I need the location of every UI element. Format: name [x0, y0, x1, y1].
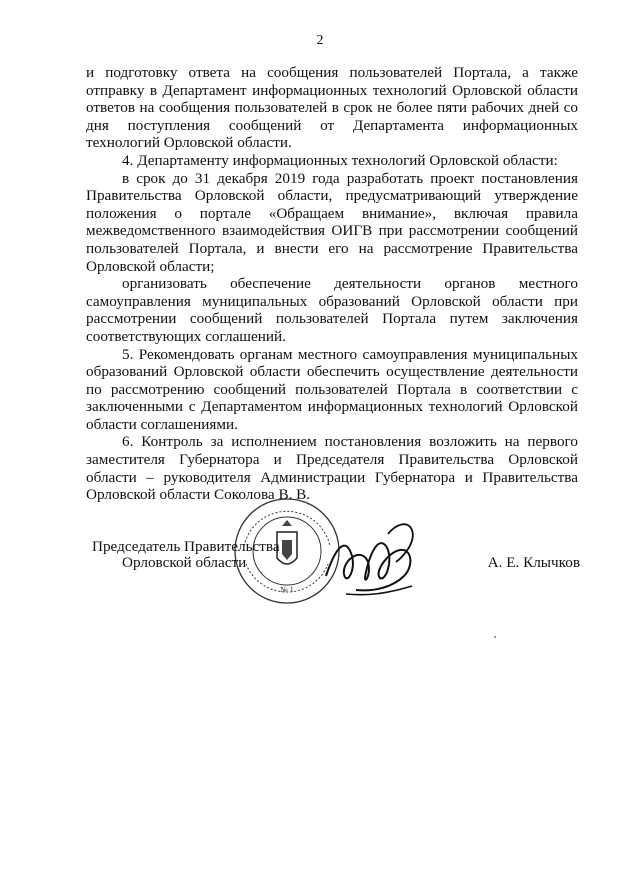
signatory-name: А. Е. Клычков — [487, 554, 580, 571]
handwritten-signature-icon — [316, 516, 426, 602]
svg-text:№ 1: № 1 — [280, 585, 294, 594]
signatory-position-line-2: Орловской области — [122, 554, 247, 571]
paragraph-6: 6. Контроль за исполнением постановления возложить на первого заместителя Губернатора и Председателя Правительства Орловской области – руководителя Администрации Губернатора и Правительства Орловской области Соколова В. В. — [86, 433, 578, 504]
paragraph-3: в срок до 31 декабря 2019 года разработать проект постановления Правительства Орловской области, предусматривающий утверждение положения о портале «Обращаем внимание», включая правила межведомственного взаимодействия ОИГВ при рассмотрении сообщений пользователей Портала, и внести его на рассмотрение Правительства Орловской области; — [86, 169, 578, 275]
scan-artifact-dot — [494, 636, 496, 638]
signature-block — [0, 538, 640, 608]
paragraph-5: 5. Рекомендовать органам местного самоуправления муниципальных образований Орловской области обеспечить осуществление деятельности по рассмотрению сообщений пользователей Портала в соответствии с заключенными с Департаментом информационных технологий Орловской области соглашениями. — [86, 345, 578, 433]
paragraph-1: и подготовку ответа на сообщения пользователей Портала, а также отправку в Департамент информационных технологий Орловской области ответов на сообщения пользователей в срок не более пяти рабочих дней со дня поступления сообщений от Департамента информационных технологий Орловской области. — [86, 64, 578, 152]
paragraph-2: 4. Департаменту информационных технологий Орловской области: — [122, 151, 558, 169]
document-body — [86, 64, 578, 504]
page-number: 2 — [316, 33, 324, 48]
paragraph-4: организовать обеспечение деятельности органов местного самоуправления муниципальных образований Орловской области при рассмотрении сообщений пользователей Портала путем заключения соответствующих соглашений. — [86, 275, 578, 345]
signatory-position-line-1: Председатель Правительства — [92, 538, 280, 555]
